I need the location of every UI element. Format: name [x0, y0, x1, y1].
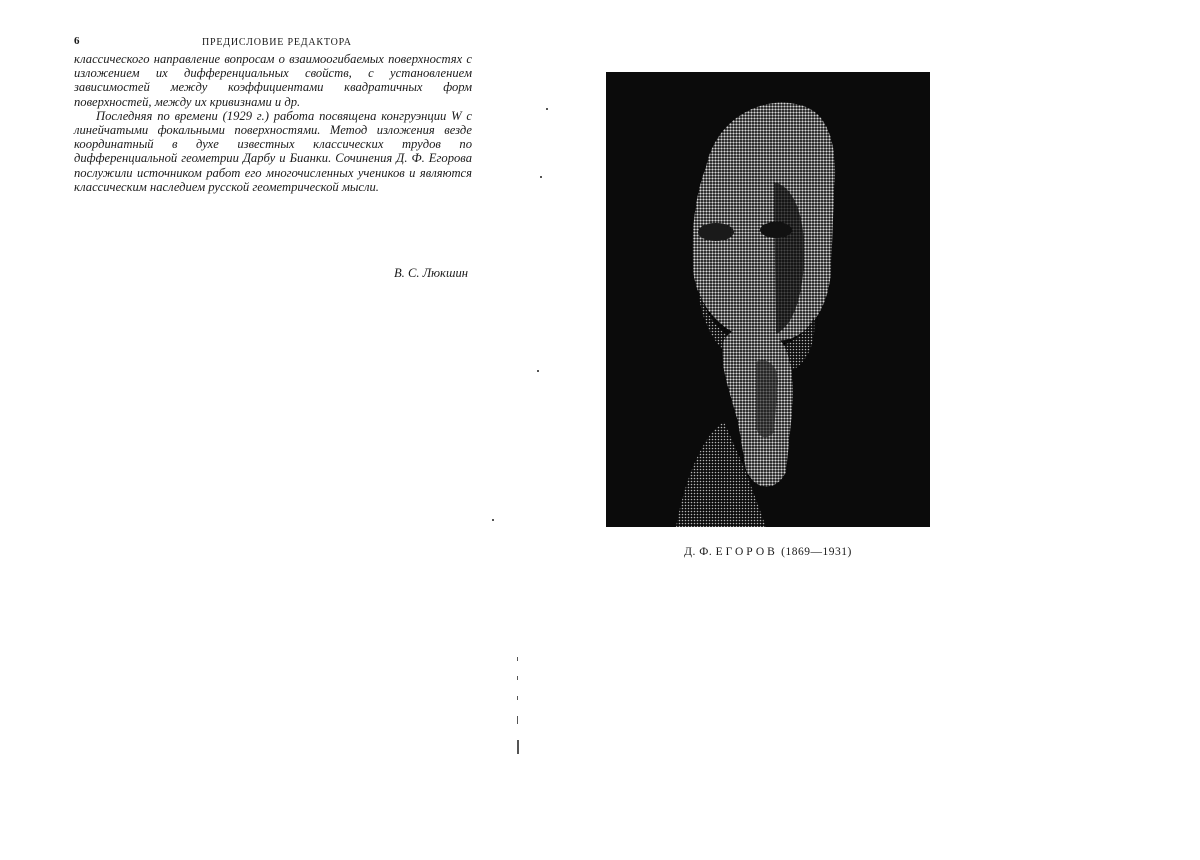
scan-speck: [517, 696, 518, 700]
paragraph-1: классического направление вопросам о взаимоогибаемых поверхностях с изложением их дифференциальных свойств, с установлением зависимостей между коэффициентами квадратичных форм поверхностей, между их кривизнами и др.: [74, 52, 472, 109]
author-signature: В. С. Люкшин: [393, 266, 468, 280]
page-number: 6: [74, 35, 80, 47]
body-text: [74, 52, 472, 194]
caption-initials: Д. Ф.: [684, 546, 713, 558]
scan-speck: [517, 740, 519, 754]
portrait-photo: [606, 72, 930, 527]
scan-speck: [546, 108, 548, 110]
scan-speck: [537, 370, 539, 372]
paragraph-2: Последняя по времени (1929 г.) работа посвящена конгруэнции W с линейчатыми фокальными поверхностями. Метод изложения везде координатный в духе известных классических трудов по дифференциальной геометрии Дарбу и Бианки. Сочинения Д. Ф. Егорова послужили источником работ его многочисленных учеников и являются классическим наследием русской геометрической мысли.: [74, 108, 472, 194]
caption-years: (1869—1931): [781, 546, 852, 558]
scan-speck: [517, 676, 518, 680]
running-head: ПРЕДИСЛОВИЕ РЕДАКТОРА: [202, 37, 352, 48]
portrait-caption: [606, 546, 930, 558]
portrait-image: [606, 72, 930, 527]
caption-name: ЕГОРОВ: [715, 546, 778, 558]
scan-speck: [517, 657, 518, 661]
scan-speck: [517, 716, 518, 724]
scan-speck: [540, 176, 542, 178]
scan-speck: [492, 519, 494, 521]
